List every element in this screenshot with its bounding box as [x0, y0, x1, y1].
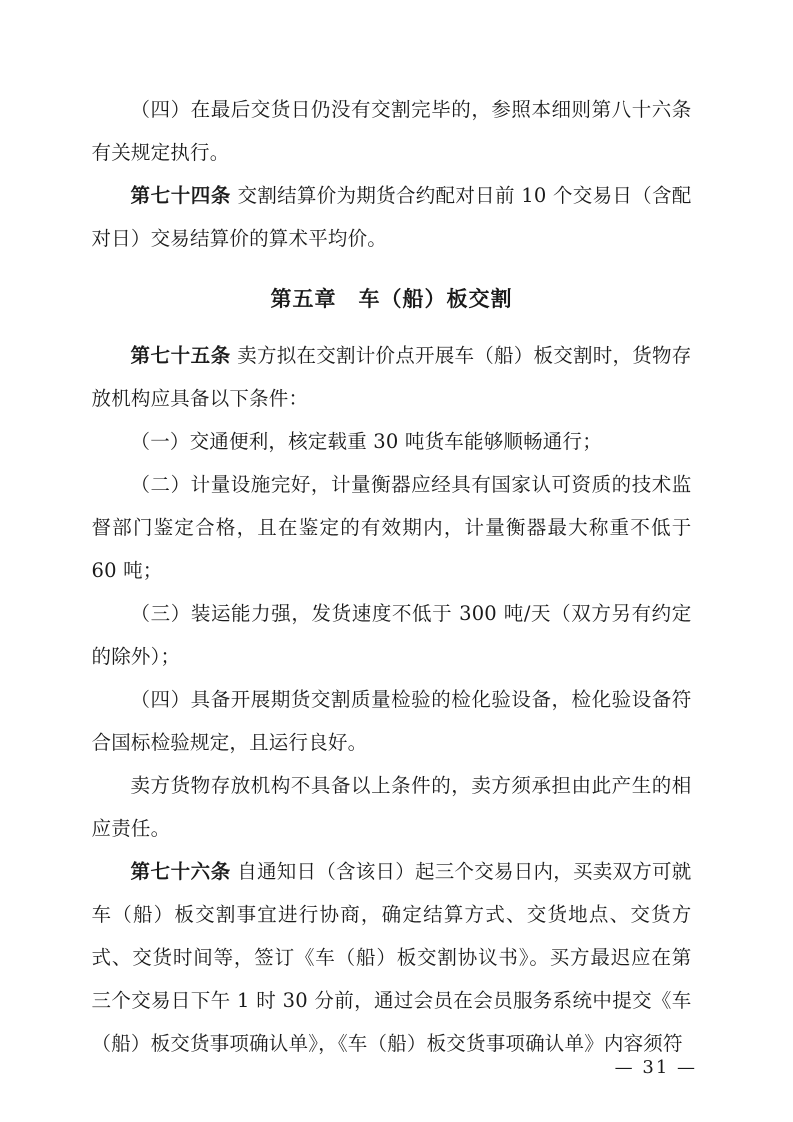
article-body-75: 卖方拟在交割计价点开展车（船）板交割时，货物存放机构应具备以下条件： — [91, 344, 692, 410]
paragraph-item-one-traffic: （一）交通便利，核定载重 30 吨货车能够顺畅通行； — [130, 430, 602, 453]
paragraph-article-76 — [92, 850, 692, 1065]
page-content — [92, 88, 692, 1065]
article-body-76: 自通知日（含该日）起三个交易日内，买卖双方可就车（船）板交割事宜进行协商，确定结算方式、交货地点、交货方式、交货时间等，签订《车（船）板交割协议书》。买方最迟应在第三个交易日下午 1 时 30 分前，通过会员在会员服务系统中提交《车（船）板交货事项确认单》，《车（船）板交货事项确认单》内容须符 — [91, 860, 692, 1055]
paragraph-item-four-delivery: （四）在最后交货日仍没有交割完毕的，参照本细则第八十六条有关规定执行。 — [91, 98, 692, 164]
chapter-heading-five: 第五章 车（船）板交割 — [270, 286, 513, 311]
page-number: — 31 — — [614, 1057, 697, 1078]
article-body-74: 交割结算价为期货合约配对日前 10 个交易日（含配对日）交易结算价的算术平均价。 — [91, 184, 692, 250]
paragraph-article-74 — [92, 174, 692, 260]
paragraph-seller-liability: 卖方货物存放机构不具备以上条件的，卖方须承担由此产生的相应责任。 — [91, 774, 692, 840]
paragraph-item-four-inspection: （四）具备开展期货交割质量检验的检化验设备，检化验设备符合国标检验规定，且运行良好。 — [91, 688, 692, 754]
paragraph-item-two-metering: （二）计量设施完好，计量衡器应经具有国家认可资质的技术监督部门鉴定合格，且在鉴定的有效期内，计量衡器最大称重不低于 60 吨； — [91, 473, 692, 582]
article-label-76: 第七十六条 — [130, 860, 231, 883]
paragraph-article-75 — [92, 334, 692, 420]
article-label-75: 第七十五条 — [130, 344, 231, 367]
paragraph-item-three-shipping: （三）装运能力强，发货速度不低于 300 吨/天（双方另有约定的除外）； — [91, 602, 692, 668]
article-label-74: 第七十四条 — [130, 184, 232, 207]
